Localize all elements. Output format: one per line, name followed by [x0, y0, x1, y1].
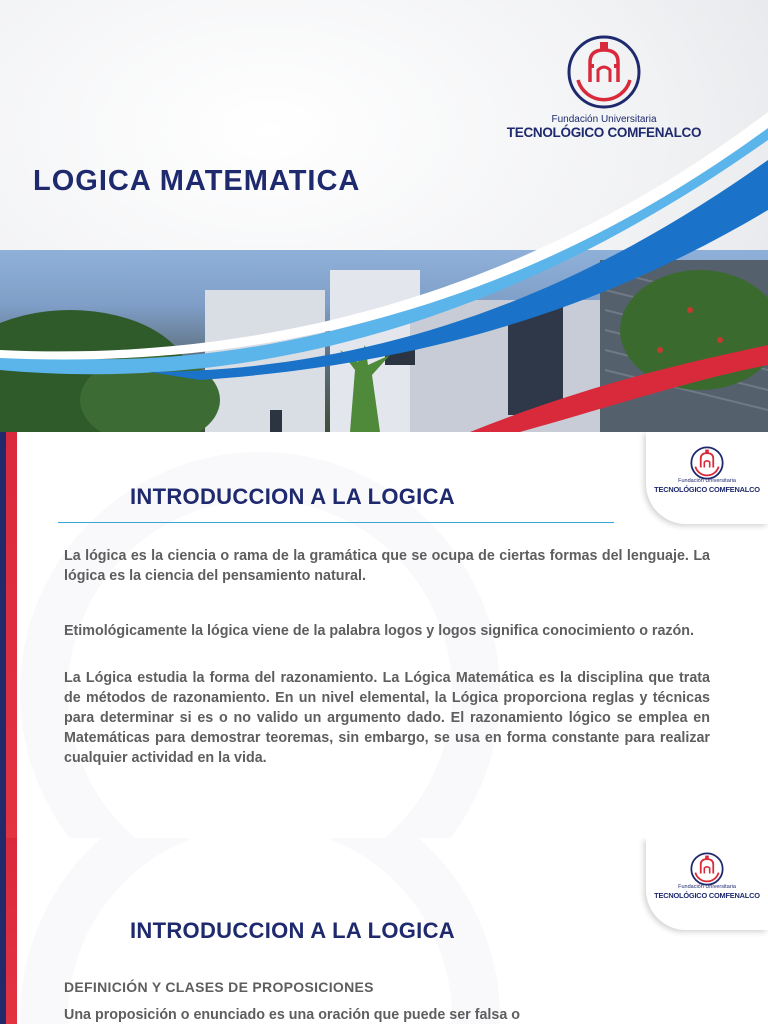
- title-slide: [0, 0, 768, 432]
- definitions-slide: [0, 838, 768, 1024]
- section-subheading: DEFINICIÓN Y CLASES DE PROPOSICIONES: [64, 979, 374, 995]
- paragraph: Una proposición o enunciado es una oración que puede ser falsa o: [64, 1007, 520, 1023]
- brand-line1: Fundación Universitaria: [551, 114, 657, 125]
- sidebar-stripe-red: [6, 432, 17, 838]
- sidebar-stripe-red: [6, 838, 17, 1024]
- institution-logo-icon: [690, 446, 724, 480]
- brand-line2: TECNOLÓGICO COMFENALCO: [506, 125, 702, 140]
- intro-slide: [0, 432, 768, 838]
- brand-line1: Fundación Universitaria: [678, 884, 736, 890]
- institution-brand: [504, 34, 704, 140]
- logo-card: [646, 838, 768, 930]
- brand-line1: Fundación Universitaria: [678, 478, 736, 484]
- paragraph: La Lógica estudia la forma del razonamiento. La Lógica Matemática es la disciplina que trata de métodos de razonamiento. En un nivel elemental, la Lógica proporciona reglas y técnicas para determinar si es o no valido un argumento dado. El razonamiento lógico se emplea en Matemáticas para demostrar teoremas, sin embargo, se usa en forma constante para realizar cualquier actividad en la vida.: [64, 670, 710, 766]
- institution-logo-icon: [690, 852, 724, 886]
- paragraph: La lógica es la ciencia o rama de la gramática que se ocupa de ciertas formas del lenguaje. La lógica es la ciencia del pensamiento natural.: [64, 548, 710, 584]
- slide-title: INTRODUCCION A LA LOGICA: [130, 918, 455, 943]
- paragraph: Etimológicamente la lógica viene de la palabra logos y logos significa conocimiento o razón.: [64, 623, 694, 639]
- brand-line2: TECNOLÓGICO COMFENALCO: [654, 485, 760, 494]
- presentation-title: LOGICA MATEMATICA: [33, 165, 361, 197]
- title-divider: [58, 522, 614, 523]
- logo-card: [646, 432, 768, 524]
- slide-title: INTRODUCCION A LA LOGICA: [130, 484, 455, 509]
- brand-line2: TECNOLÓGICO COMFENALCO: [654, 891, 760, 900]
- institution-logo-icon: [566, 34, 642, 110]
